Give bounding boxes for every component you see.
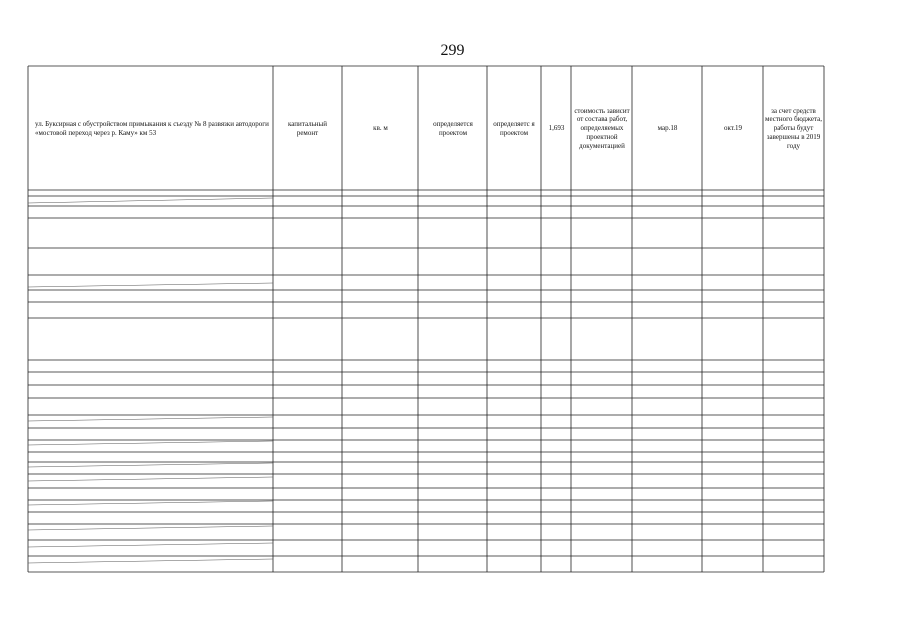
page-number: 299: [440, 42, 465, 59]
cost-cell: определяетс я проектом: [493, 119, 535, 137]
value-cell: 1,693: [548, 124, 565, 133]
work-type-cell: капитальный ремонт: [288, 119, 327, 137]
address-cell: ул. Буксирная с обустройством примыкания к съезду № 8 развязки автодороги «мостовой переход через р. Каму» км 53: [35, 119, 269, 137]
unit-cell: кв. м: [373, 124, 388, 133]
quantity-cell: определяется проектом: [433, 119, 473, 137]
note-cell: стоимость зависит от состава работ, определяемых проектной документацией: [574, 106, 630, 150]
end-date-cell: окт.19: [723, 124, 743, 133]
funding-cell: за счет средств местного бюджета, работы будут завершены в 2019 году: [765, 106, 822, 150]
start-date-cell: мар.18: [657, 124, 678, 133]
